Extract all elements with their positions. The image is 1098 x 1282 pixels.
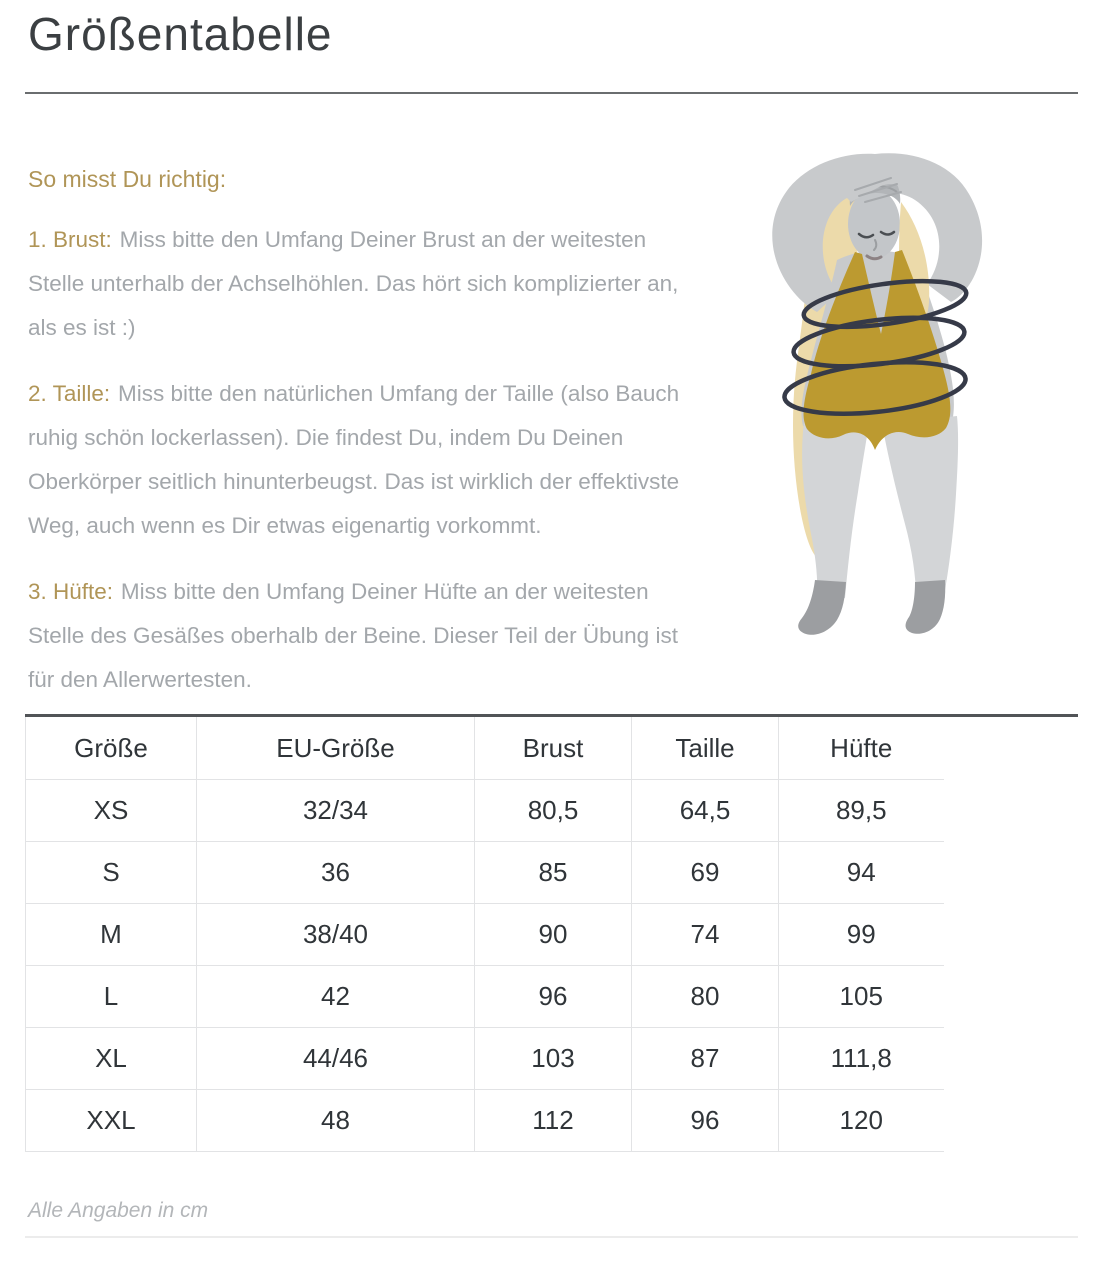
cell-hip: 111,8 — [779, 1028, 944, 1090]
table-row-xs — [26, 780, 944, 842]
size-guide-page — [25, 0, 1078, 1238]
instruction-text-bust: Miss bitte den Umfang Deiner Brust an der weitesten Stelle unterhalb der Achselhöhlen. Das hört sich komplizierter an, als es ist :) — [28, 227, 679, 340]
column-header-size: Größe — [26, 717, 197, 780]
cell-bust: 90 — [475, 904, 632, 966]
woman-figure-svg — [705, 142, 1045, 642]
left-sock — [798, 580, 846, 635]
cell-eu-size: 38/40 — [197, 904, 475, 966]
cell-bust: 103 — [475, 1028, 632, 1090]
column-header-eu-size: EU-Größe — [197, 717, 475, 780]
cell-waist: 69 — [632, 842, 779, 904]
instruction-label-bust: 1. Brust: — [28, 227, 112, 252]
page-title: Größentabelle — [28, 8, 333, 60]
cell-size: XXL — [26, 1090, 197, 1152]
table-row-s — [26, 842, 944, 904]
cell-bust: 112 — [475, 1090, 632, 1152]
table-row-xxl — [26, 1090, 944, 1152]
cell-hip: 105 — [779, 966, 944, 1028]
instruction-label-waist: 2. Taille: — [28, 381, 111, 406]
cell-size: L — [26, 966, 197, 1028]
right-leg — [882, 416, 958, 598]
column-header-waist: Taille — [632, 717, 779, 780]
instruction-item-hip — [25, 570, 687, 702]
cell-bust: 96 — [475, 966, 632, 1028]
table-row-xl — [26, 1028, 944, 1090]
cell-eu-size: 42 — [197, 966, 475, 1028]
instruction-item-waist — [25, 372, 687, 548]
cell-eu-size: 44/46 — [197, 1028, 475, 1090]
table-header-row — [26, 717, 944, 780]
left-leg — [802, 414, 869, 598]
cell-hip: 120 — [779, 1090, 944, 1152]
size-table-section — [25, 714, 1078, 1152]
bottom-divider — [25, 1236, 1078, 1238]
table-row-l — [26, 966, 944, 1028]
cell-waist: 74 — [632, 904, 779, 966]
instructions-heading: So misst Du richtig: — [28, 166, 227, 192]
cell-waist: 64,5 — [632, 780, 779, 842]
cell-waist: 87 — [632, 1028, 779, 1090]
instruction-text-waist: Miss bitte den natürlichen Umfang der Taille (also Bauch ruhig schön lockerlassen). Die findest Du, indem Du Deinen Oberkörper seitlich hinunterbeugst. Das ist wirklich der effektivste Weg, auch wenn es Dir etwas eigenartig vorkommt. — [28, 381, 680, 538]
instruction-label-hip: 3. Hüfte: — [28, 579, 114, 604]
cell-waist: 96 — [632, 1090, 779, 1152]
cell-hip: 89,5 — [779, 780, 944, 842]
table-row-m — [26, 904, 944, 966]
cell-size: XL — [26, 1028, 197, 1090]
right-sock — [906, 580, 946, 634]
column-header-bust: Brust — [475, 717, 632, 780]
measuring-instructions — [25, 164, 687, 702]
instruction-item-bust — [25, 218, 687, 350]
cell-bust: 80,5 — [475, 780, 632, 842]
cell-eu-size: 36 — [197, 842, 475, 904]
size-table — [25, 717, 944, 1152]
instruction-text-hip: Miss bitte den Umfang Deiner Hüfte an der weitesten Stelle des Gesäßes oberhalb der Beine. Dieser Teil der Übung ist für den Allerwertesten. — [28, 579, 678, 692]
cell-size: M — [26, 904, 197, 966]
cell-hip: 99 — [779, 904, 944, 966]
cell-size: XS — [26, 780, 197, 842]
cell-bust: 85 — [475, 842, 632, 904]
column-header-hip: Hüfte — [779, 717, 944, 780]
cell-waist: 80 — [632, 966, 779, 1028]
measuring-woman-illustration — [705, 142, 1045, 642]
cell-eu-size: 48 — [197, 1090, 475, 1152]
cell-eu-size: 32/34 — [197, 780, 475, 842]
cell-size: S — [26, 842, 197, 904]
cell-hip: 94 — [779, 842, 944, 904]
title-divider — [25, 92, 1078, 94]
units-note: Alle Angaben in cm — [28, 1199, 209, 1222]
